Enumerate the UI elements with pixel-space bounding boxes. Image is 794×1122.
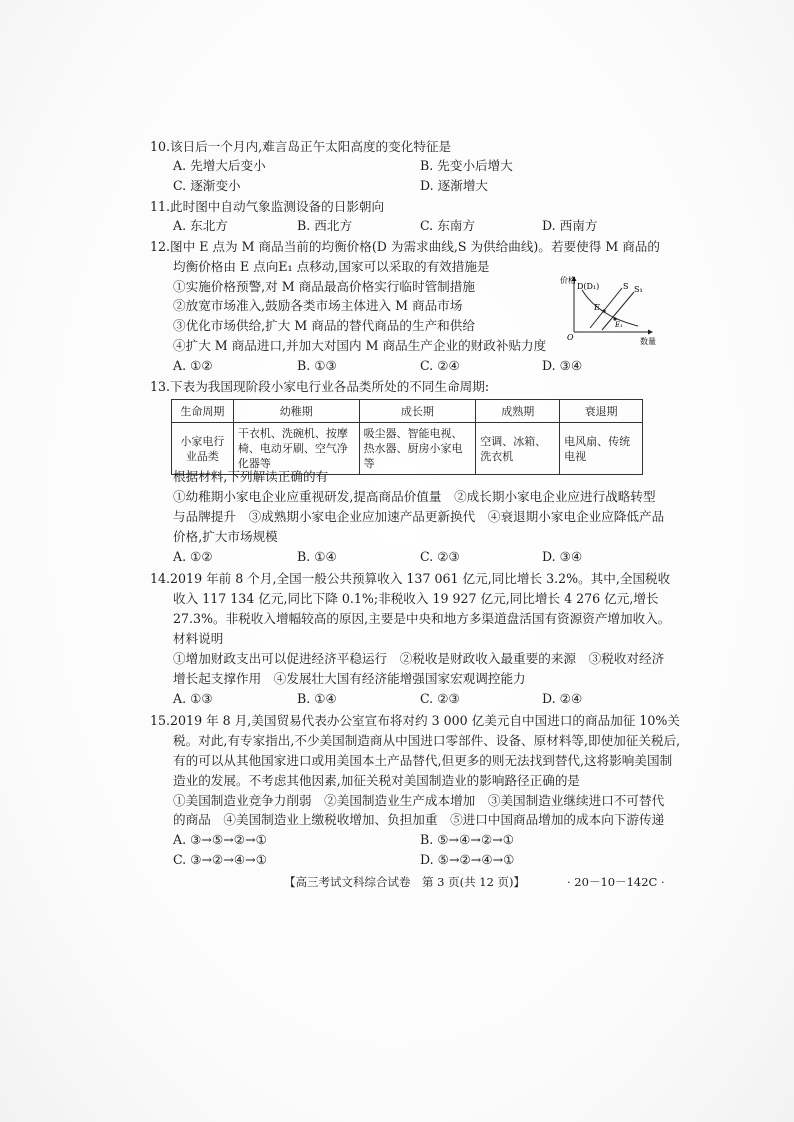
q14-option-a: A. ①③ <box>173 691 213 706</box>
q14-option-d: D. ②④ <box>542 691 583 706</box>
q15-line-5: ①美国制造业竞争力削弱 ②美国制造业生产成本增加 ③美国制造业继续进口不可替代 <box>173 793 665 808</box>
q15-line-6: 的商品 ④美国制造业上缴税收增加、负担加重 ⑤进口中国商品增加的成本向下游传递 <box>173 812 665 827</box>
q12-option-d: D. ③④ <box>542 358 583 373</box>
q14-line-5: ①增加财政支出可以促进经济平稳运行 ②税收是财政收入最重要的来源 ③税收对经济 <box>173 651 665 666</box>
q15-line-4: 造业的发展。不考虑其他因素,加征关税对美国制造业的影响路径正确的是 <box>173 773 581 788</box>
point-e <box>602 309 605 312</box>
q10-option-a: A. 先增大后变小 <box>173 158 266 173</box>
q11-option-a: A. 东北方 <box>173 218 228 233</box>
q15-line-2: 税。对此,有专家指出,不少美国制造商从中国进口零部件、设备、原材料等,即使加征关税后, <box>173 733 681 748</box>
table-cell: 干衣机、洗碗机、按摩椅、电动牙刷、空气净化器等 <box>233 423 359 475</box>
table-header: 衰退期 <box>560 400 643 423</box>
graph-e-label: E <box>594 303 600 312</box>
graph-e1-label: E₁ <box>615 321 623 329</box>
q13-statements-line-2: 与品牌提升 ③成熟期小家电企业应加速产品更新换代 ④衰退期小家电企业应降低产品 <box>173 509 665 524</box>
q15-line-3: 有的可以从其他国家进口或用美国本土产品替代,但更多的则无法找到替代,这将影响美国制 <box>173 753 673 768</box>
q15-option-a: A. ③→⑤→②→① <box>173 832 267 847</box>
q13-stem: 13.下表为我国现阶段小家电行业各品类所处的不同生命周期: <box>150 379 490 394</box>
q12-option-b: B. ①③ <box>297 358 337 373</box>
table-header-row <box>172 400 643 423</box>
q14-option-c: C. ②③ <box>420 691 460 706</box>
q14-line-2: 收入 117 134 亿元,同比下降 0.1%;非税收入 19 927 亿元,同比增长 4 276 亿元,增长 <box>173 591 659 606</box>
q14-line-3: 27.3%。非税收入增幅较高的原因,主要是中央和地方多渠道盘活国有资源资产增加收入。 <box>173 611 671 626</box>
table-cell: 电风扇、传统电视 <box>560 423 643 475</box>
page-footer: 【高三考试文科综合试卷 第 3 页(共 12 页)】 <box>284 875 526 889</box>
q11-stem: 11.此时图中自动气象监测设备的日影朝向 <box>150 199 385 214</box>
row-label-line-2: 业品类 <box>185 449 219 463</box>
q13-lead: 根据材料,下列解读正确的有 <box>173 469 329 484</box>
q12-statement-3: ③优化市场供给,扩大 M 商品的替代商品的生产和供给 <box>173 318 475 333</box>
q12-stem-line-1: 12.图中 E 点为 M 商品当前的均衡价格(D 为需求曲线,S 为供给曲线)。若要使得 M 商品的 <box>150 239 660 254</box>
table-row <box>172 423 643 475</box>
exam-code: · 20－10－142C · <box>567 875 665 889</box>
q12-statement-2: ②放宽市场准入,鼓励各类市场主体进入 M 商品市场 <box>173 298 463 313</box>
q14-line-1: 14.2019 年前 8 个月,全国一般公共预算收入 137 061 亿元,同比增长 3.2%。其中,全国税收 <box>150 571 671 586</box>
graph-x-label: 数量 <box>640 337 656 346</box>
q12-stem-line-2: 均衡价格由 E 点向E₁ 点移动,国家可以采取的有效措施是 <box>173 259 490 274</box>
q13-option-d: D. ③④ <box>542 549 583 564</box>
table-header: 成熟期 <box>476 400 560 423</box>
q12-option-a: A. ①② <box>173 358 213 373</box>
q14-line-4: 材料说明 <box>173 631 224 646</box>
q13-option-b: B. ①④ <box>297 549 337 564</box>
lifecycle-table <box>171 399 643 475</box>
graph-d-label: D(D₁) <box>577 282 600 291</box>
q12-option-c: C. ②④ <box>420 358 460 373</box>
q11-option-d: D. 西南方 <box>542 218 598 233</box>
q11-option-c: C. 东南方 <box>420 218 475 233</box>
q14-line-6: 增长起支撑作用 ④发展壮大国有经济能增强国家宏观调控能力 <box>173 671 526 686</box>
graph-y-label: 价格 <box>560 276 576 285</box>
q14-option-b: B. ①④ <box>297 691 337 706</box>
table-cell: 空调、冰箱、洗衣机 <box>476 423 560 475</box>
row-label-line-1: 小家电行 <box>180 434 225 448</box>
q11-option-b: B. 西北方 <box>297 218 353 233</box>
q15-option-b: B. ⑤→④→②→① <box>420 832 515 847</box>
q12-statement-1: ①实施价格预警,对 M 商品最高价格实行临时管制措施 <box>173 279 475 294</box>
q10-option-c: C. 逐渐变小 <box>173 178 241 193</box>
graph-s-label: S <box>623 282 629 291</box>
q12-statement-4: ④扩大 M 商品进口,并加大对国内 M 商品生产企业的财政补贴力度 <box>173 338 547 353</box>
graph-s1-label: S₁ <box>634 285 643 294</box>
q10-option-d: D. 逐渐增大 <box>420 178 489 193</box>
q15-option-d: D. ⑤→②→④→① <box>420 852 515 867</box>
q10-stem: 10.该日后一个月内,难言岛正午太阳高度的变化特征是 <box>150 139 452 154</box>
table-row-label <box>172 423 234 475</box>
table-cell: 吸尘器、智能电视、热水器、厨房小家电等 <box>359 423 476 475</box>
table-header: 成长期 <box>359 400 476 423</box>
q13-statements-line-1: ①幼稚期小家电企业应重视研发,提高商品价值量 ②成长期小家电企业应进行战略转型 <box>173 489 656 504</box>
q10-option-b: B. 先变小后增大 <box>420 158 513 173</box>
q13-option-c: C. ②③ <box>420 549 460 564</box>
table-header: 幼稚期 <box>233 400 359 423</box>
q15-line-1: 15.2019 年 8 月,美国贸易代表办公室宣布将对约 3 000 亿美元自中国进口的商品加征 10%关 <box>150 713 680 728</box>
q13-option-a: A. ①② <box>173 549 213 564</box>
q13-statements-line-3: 价格,扩大市场规模 <box>173 529 278 544</box>
table-header: 生命周期 <box>172 400 234 423</box>
q15-option-c: C. ③→②→④→① <box>173 852 268 867</box>
graph-origin-label: O <box>567 333 574 342</box>
supply-demand-graph <box>560 274 660 346</box>
